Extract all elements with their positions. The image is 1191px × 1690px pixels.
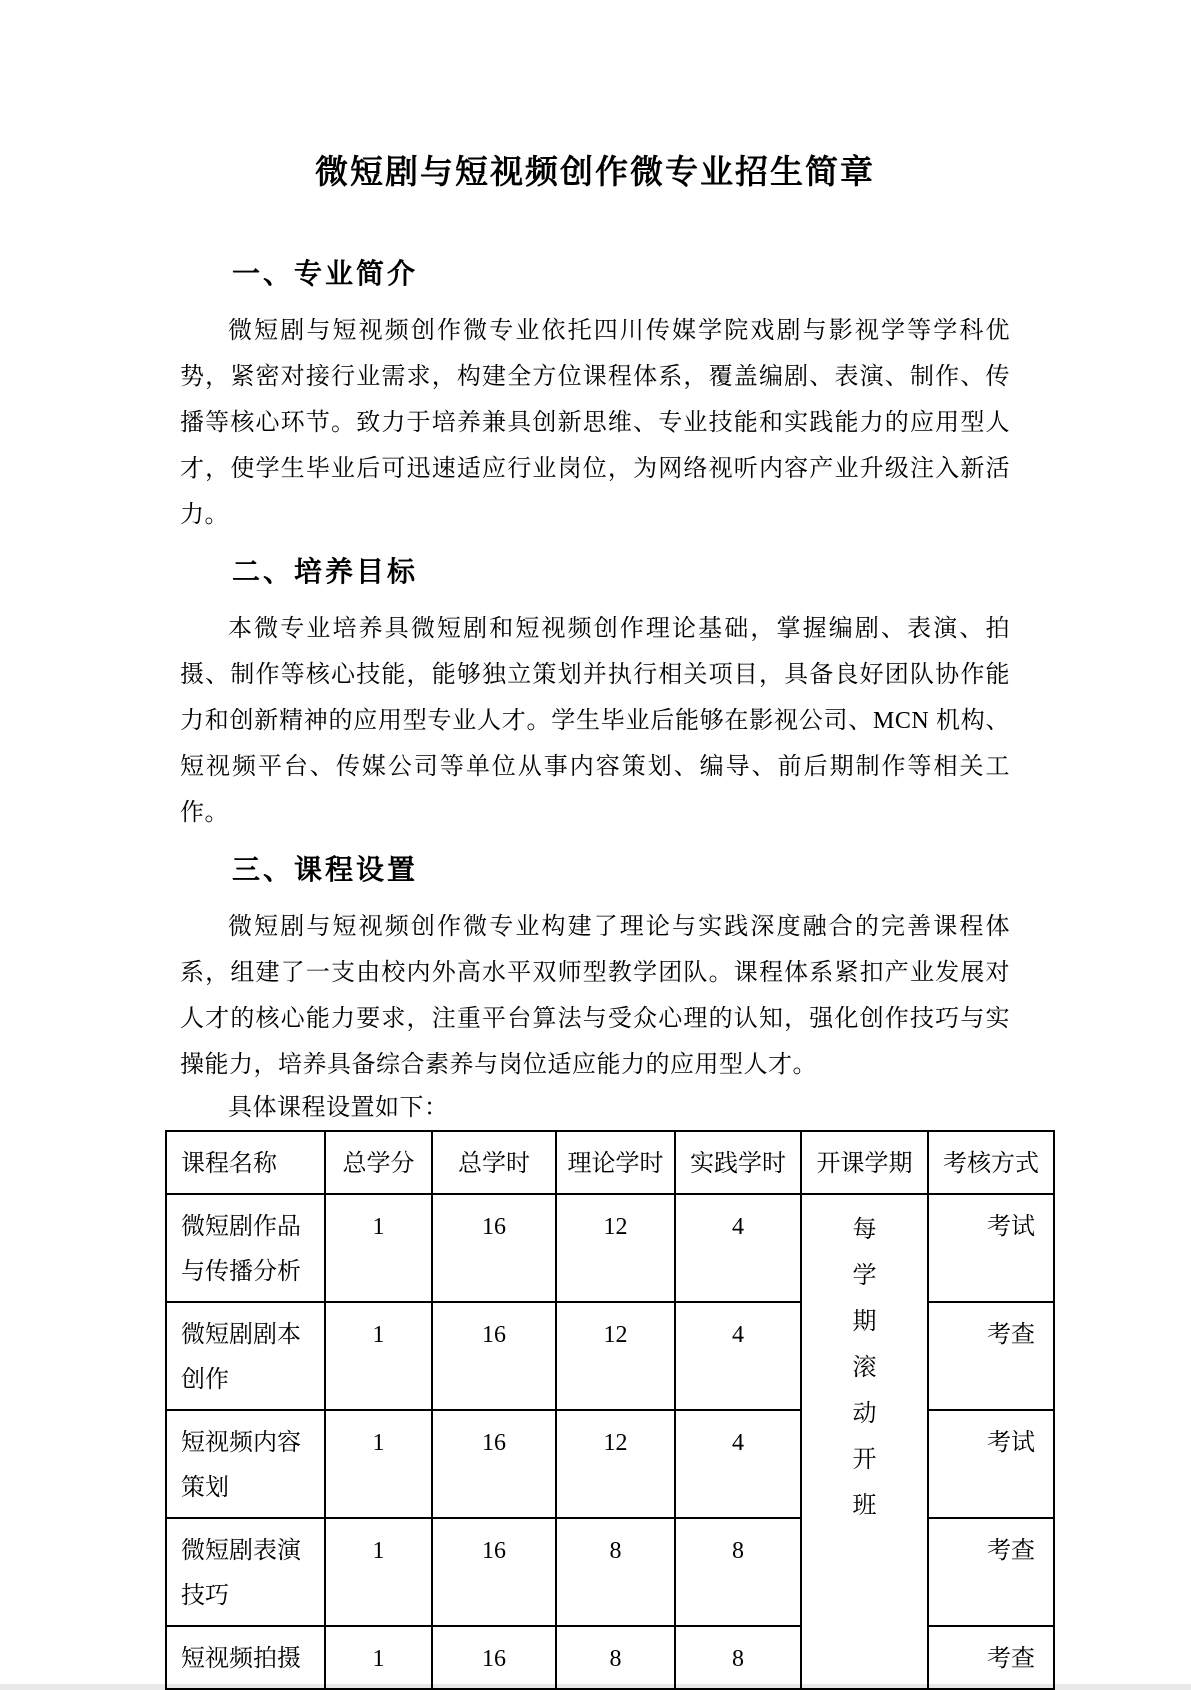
course-practice-hours: 4 <box>675 1302 801 1410</box>
section-heading-goals: 二、培养目标 <box>232 556 419 587</box>
course-credits: 1 <box>325 1194 432 1302</box>
course-theory-hours: 12 <box>556 1302 675 1410</box>
course-name: 微短剧表演技巧 <box>166 1518 325 1626</box>
course-theory-hours: 12 <box>556 1194 675 1302</box>
course-assessment: 考试 <box>928 1410 1054 1518</box>
course-credits: 1 <box>325 1626 432 1689</box>
semester-vertical-text: 每学期滚动开班 <box>852 1217 877 1519</box>
course-table-header-row <box>166 1131 1054 1194</box>
course-assessment: 考试 <box>928 1194 1054 1302</box>
course-name: 微短剧剧本创作 <box>166 1302 325 1410</box>
course-total-hours: 16 <box>432 1626 556 1689</box>
header-practice-hours: 实践学时 <box>675 1131 801 1194</box>
course-credits: 1 <box>325 1302 432 1410</box>
course-total-hours: 16 <box>432 1194 556 1302</box>
course-practice-hours: 4 <box>675 1194 801 1302</box>
document-title: 微短剧与短视频创作微专业招生简章 <box>315 153 875 190</box>
course-theory-hours: 12 <box>556 1410 675 1518</box>
section-heading-intro: 一、专业简介 <box>232 258 419 289</box>
header-course-name: 课程名称 <box>166 1131 325 1194</box>
course-credits: 1 <box>325 1518 432 1626</box>
header-theory-hours: 理论学时 <box>556 1131 675 1194</box>
course-total-hours: 16 <box>432 1410 556 1518</box>
course-name: 短视频拍摄 <box>166 1626 325 1689</box>
course-total-hours: 16 <box>432 1302 556 1410</box>
course-assessment: 考查 <box>928 1302 1054 1410</box>
course-name: 微短剧作品与传播分析 <box>166 1194 325 1302</box>
course-theory-hours: 8 <box>556 1626 675 1689</box>
course-total-hours: 16 <box>432 1518 556 1626</box>
section-body-goals: 本微专业培养具微短剧和短视频创作理论基础，掌握编剧、表演、拍摄、制作等核心技能，能够独立策划并执行相关项目，具备良好团队协作能力和创新精神的应用型专业人才。学生毕业后能够在影视公司、MCN 机构、短视频平台、传媒公司等单位从事内容策划、编导、前后期制作等相关工作。 <box>180 616 1010 826</box>
course-assessment: 考查 <box>928 1626 1054 1689</box>
course-theory-hours: 8 <box>556 1518 675 1626</box>
header-total-hours: 总学时 <box>432 1131 556 1194</box>
header-total-credits: 总学分 <box>325 1131 432 1194</box>
semester-merged-cell <box>801 1194 928 1689</box>
course-assessment: 考查 <box>928 1518 1054 1626</box>
course-practice-hours: 4 <box>675 1410 801 1518</box>
table-row <box>166 1194 1054 1302</box>
course-name: 短视频内容策划 <box>166 1410 325 1518</box>
course-table <box>165 1130 1055 1690</box>
section-heading-curriculum: 三、课程设置 <box>232 854 419 885</box>
curriculum-note: 具体课程设置如下： <box>228 1095 449 1121</box>
course-credits: 1 <box>325 1410 432 1518</box>
header-assessment: 考核方式 <box>928 1131 1054 1194</box>
header-semester: 开课学期 <box>801 1131 928 1194</box>
course-practice-hours: 8 <box>675 1518 801 1626</box>
section-body-intro: 微短剧与短视频创作微专业依托四川传媒学院戏剧与影视学等学科优势，紧密对接行业需求，构建全方位课程体系，覆盖编剧、表演、制作、传播等核心环节。致力于培养兼具创新思维、专业技能和实践能力的应用型人才，使学生毕业后可迅速适应行业岗位，为网络视听内容产业升级注入新活力。 <box>180 318 1010 528</box>
section-body-curriculum: 微短剧与短视频创作微专业构建了理论与实践深度融合的完善课程体系，组建了一支由校内外高水平双师型教学团队。课程体系紧扣产业发展对人才的核心能力要求，注重平台算法与受众心理的认知，强化创作技巧与实操能力，培养具备综合素养与岗位适应能力的应用型人才。 <box>180 914 1010 1078</box>
course-practice-hours: 8 <box>675 1626 801 1689</box>
